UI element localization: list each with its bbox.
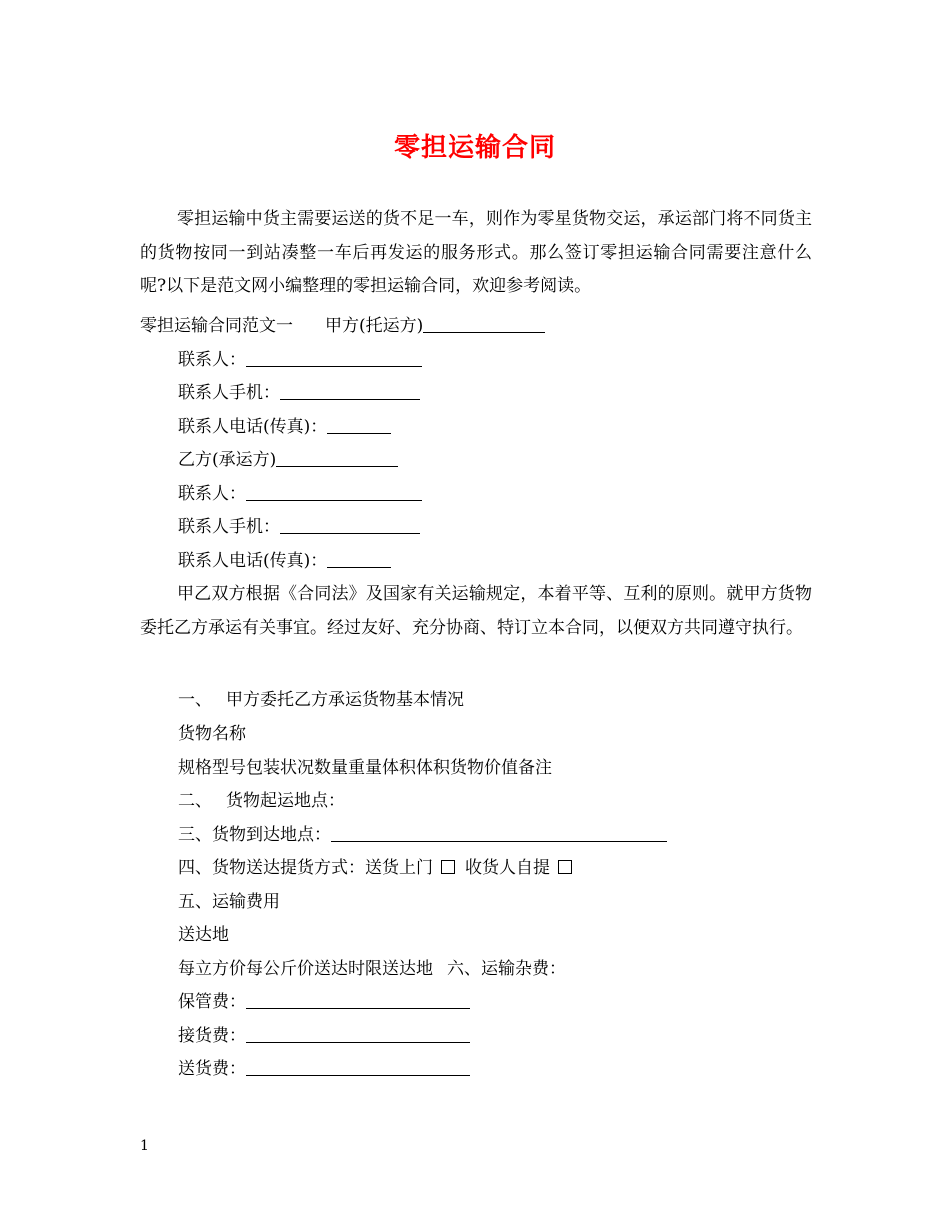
section-1 [178, 684, 464, 718]
goods-name-line [178, 718, 246, 752]
party-a-label: 甲方(托运方) [325, 316, 424, 336]
section-4-text: 四、货物送达提货方式：送货上门 [178, 858, 433, 878]
title-text: 零担运输合同 [393, 133, 556, 163]
party-b-label-line [178, 444, 398, 478]
storage-fee-label: 保管费： [178, 992, 246, 1012]
storage-fee-blank[interactable] [246, 988, 470, 1009]
sample-heading: 零担运输合同范文一 [140, 316, 293, 336]
party-a-contact-line [178, 344, 422, 378]
delivery-place-line [178, 919, 229, 953]
party-b-mobile-blank[interactable] [280, 513, 420, 534]
section-3 [178, 819, 667, 853]
party-a-mobile-line [178, 377, 420, 411]
party-b-phone-label: 联系人电话(传真)： [178, 551, 328, 571]
goods-name: 货物名称 [178, 724, 246, 744]
delivery-place: 送达地 [178, 925, 229, 945]
party-a-phone-blank[interactable] [327, 413, 391, 434]
party-b-blank[interactable] [276, 446, 398, 467]
document-title [0, 128, 950, 168]
storage-fee-line [178, 986, 470, 1020]
intro-paragraph: 零担运输中货主需要运送的货不足一车，则作为零星货物交运，承运部门将不同货主的货物按同一到站凑整一车后再发运的服务形式。那么签订零担运输合同需要注意什么呢?以下是范文网小编整理的零担运输合同，欢迎参考阅读。 [140, 209, 812, 296]
party-b-phone-line [178, 545, 391, 579]
section-1-text: 甲方委托乙方承运货物基本情况 [226, 690, 464, 710]
party-b-contact-line [178, 478, 422, 512]
door-delivery-checkbox[interactable] [441, 860, 455, 874]
sample-heading-line [140, 310, 545, 344]
party-b-label: 乙方(承运方) [178, 450, 277, 470]
pickup-fee-blank[interactable] [246, 1022, 470, 1043]
delivery-fee-label: 送货费： [178, 1059, 246, 1079]
section-6-text: 六、运输杂费： [447, 959, 566, 979]
section-5-text: 五、运输费用 [178, 892, 280, 912]
goods-fields: 规格型号包装状况数量重量体积体积货物价值备注 [178, 758, 552, 778]
goods-fields-line [178, 752, 552, 786]
price-row-line [178, 953, 566, 987]
self-pickup-label: 收货人自提 [465, 858, 550, 878]
page-number: 1 [140, 1138, 149, 1154]
party-a-phone-line [178, 411, 391, 445]
price-row: 每立方价每公斤价送达时限送达地 [178, 959, 433, 979]
delivery-fee-blank[interactable] [246, 1055, 470, 1076]
section-2-text: 货物起运地点： [226, 791, 345, 811]
delivery-fee-line [178, 1053, 470, 1087]
self-pickup-checkbox[interactable] [558, 860, 572, 874]
party-a-mobile-label: 联系人手机： [178, 383, 280, 403]
section-3-blank[interactable] [331, 821, 667, 842]
section-2 [178, 785, 345, 819]
pickup-fee-line [178, 1020, 470, 1054]
party-a-phone-label: 联系人电话(传真)： [178, 417, 328, 437]
party-a-blank[interactable] [423, 312, 545, 333]
section-4 [178, 852, 582, 886]
pickup-fee-label: 接货费： [178, 1026, 246, 1046]
party-b-contact-blank[interactable] [246, 480, 422, 501]
section-3-text: 三、货物到达地点： [178, 825, 331, 845]
party-b-contact-label: 联系人： [178, 484, 246, 504]
section-1-num: 一、 [178, 690, 212, 710]
agreement-paragraph: 甲乙双方根据《合同法》及国家有关运输规定，本着平等、互利的原则。就甲方货物委托乙方承运有关事宜。经过友好、充分协商、特订立本合同，以便双方共同遵守执行。 [140, 584, 812, 638]
section-2-num: 二、 [178, 791, 212, 811]
party-b-phone-blank[interactable] [327, 547, 391, 568]
party-a-contact-blank[interactable] [246, 346, 422, 367]
party-b-mobile-line [178, 511, 420, 545]
party-a-mobile-blank[interactable] [280, 379, 420, 400]
party-b-mobile-label: 联系人手机： [178, 517, 280, 537]
party-a-contact-label: 联系人： [178, 350, 246, 370]
section-5 [178, 886, 280, 920]
